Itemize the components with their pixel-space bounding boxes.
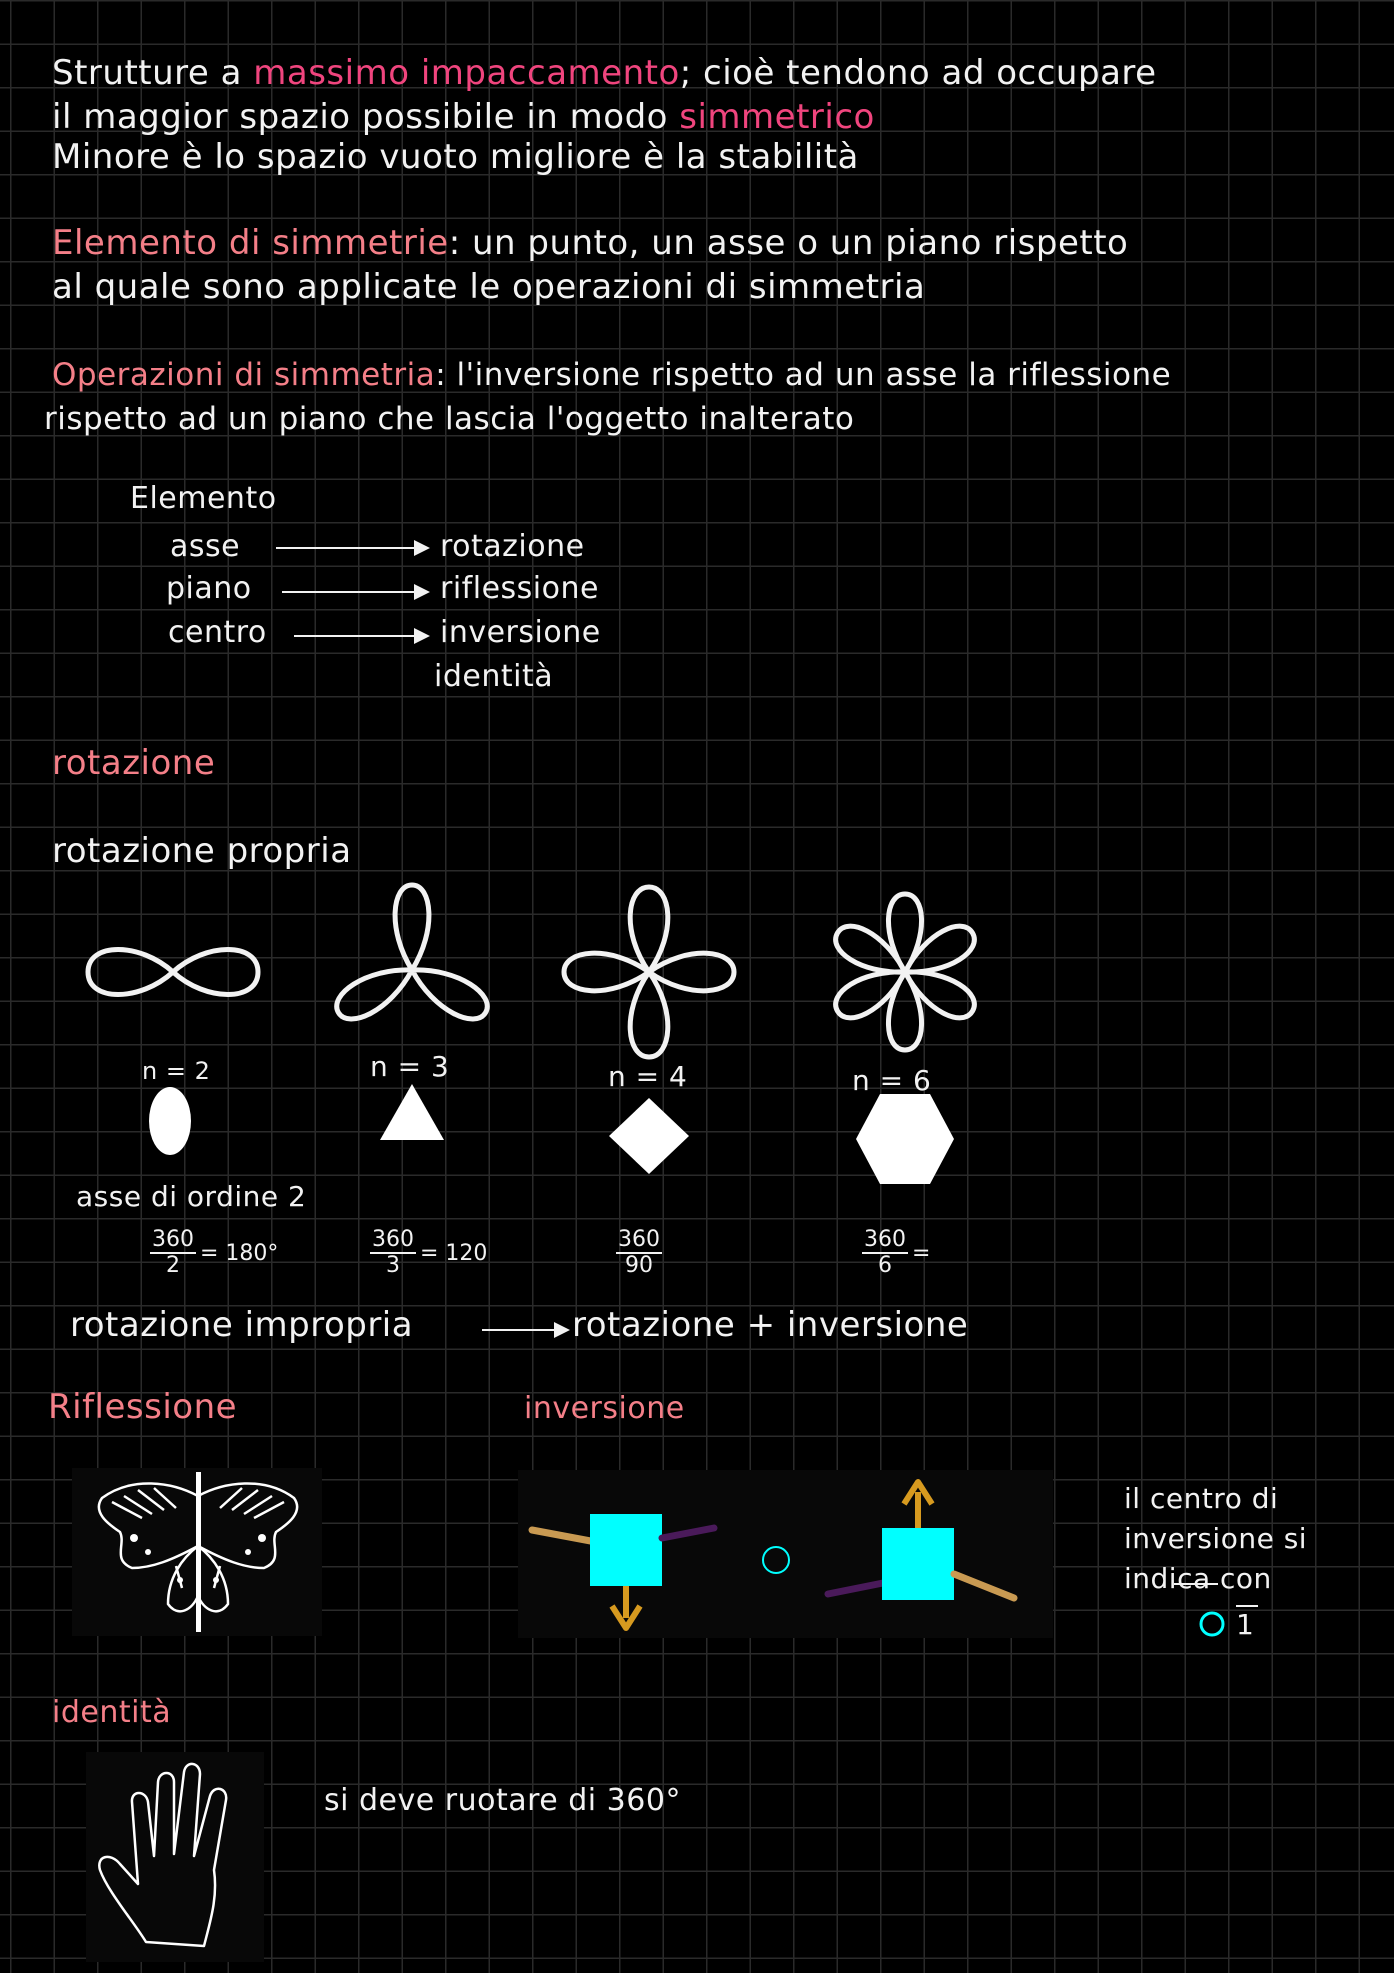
elementi-text: : un punto, un asse o un piano rispetto: [448, 223, 1129, 263]
intro-line-3: Minore è lo spazio vuoto migliore è la stabilità: [52, 137, 859, 177]
fraction-numerator: 360: [864, 1227, 906, 1252]
table-extra-identita: identità: [434, 659, 554, 694]
inversione-note-line-1: il centro di: [1124, 1482, 1279, 1515]
identita-text: si deve ruotare di 360°: [324, 1783, 681, 1818]
highlight-massimo-impaccamento: massimo impaccamento: [253, 53, 680, 93]
fraction-result: = 120: [420, 1240, 488, 1266]
elementi-label: Elemento di simmetrie: [52, 223, 449, 263]
table-header: Elemento: [130, 481, 277, 516]
fraction-numerator: 360: [152, 1227, 194, 1252]
fraction-denominator: 2: [166, 1253, 180, 1278]
rotazione-impropria-result: rotazione + inversione: [572, 1305, 969, 1345]
fraction-result: =: [912, 1240, 931, 1266]
table-row-left-asse: asse: [170, 529, 241, 564]
asse-ordine-label: asse di ordine 2: [76, 1180, 307, 1213]
identita-title: identità: [52, 1695, 172, 1730]
inversione-note-line-2: inversione si: [1124, 1522, 1308, 1555]
riflessione-title: Riflessione: [48, 1387, 238, 1427]
elementi-line-2: al quale sono applicate le operazioni di simmetria: [52, 267, 926, 307]
fraction-denominator: 3: [386, 1253, 400, 1278]
table-row-left-piano: piano: [166, 571, 252, 606]
intro-text: Strutture a: [52, 53, 254, 93]
fraction-numerator: 360: [618, 1227, 660, 1252]
fraction-denominator: 90: [625, 1253, 653, 1278]
table-row-right-riflessione: riflessione: [440, 571, 599, 606]
order-label-n6: n = 6: [852, 1064, 932, 1097]
inversione-symbol: 1: [1236, 1608, 1255, 1641]
table-row-left-centro: centro: [168, 615, 267, 650]
fraction-numerator: 360: [372, 1227, 414, 1252]
intro-text: ; cioè tendono ad occupare: [679, 53, 1157, 93]
rotazione-propria-heading: rotazione propria: [52, 831, 352, 871]
inversione-note-line-3: indica con: [1124, 1562, 1272, 1595]
table-row-right-rotazione: rotazione: [440, 529, 585, 564]
hand-image: [86, 1752, 264, 1962]
intro-text: il maggior spazio possibile in modo: [52, 97, 680, 137]
order-label-n2: n = 2: [142, 1057, 211, 1085]
operazioni-label: Operazioni di simmetria: [52, 357, 436, 393]
rotazione-impropria-label: rotazione impropria: [70, 1305, 414, 1345]
table-row-right-inversione: inversione: [440, 615, 601, 650]
operazioni-line-2: rispetto ad un piano che lascia l'oggetto inalterato: [44, 401, 855, 437]
inversione-title: inversione: [524, 1391, 685, 1426]
order-label-n3: n = 3: [370, 1050, 450, 1083]
hand-icon: [86, 1752, 264, 1962]
highlight-simmetrico: simmetrico: [679, 97, 875, 137]
operazioni-text: : l'inversione rispetto ad un asse la riflessione: [435, 357, 1172, 393]
order-label-n4: n = 4: [608, 1060, 688, 1093]
rotazione-title: rotazione: [52, 743, 216, 783]
fraction-denominator: 6: [878, 1253, 892, 1278]
fraction-result: = 180°: [200, 1240, 279, 1266]
